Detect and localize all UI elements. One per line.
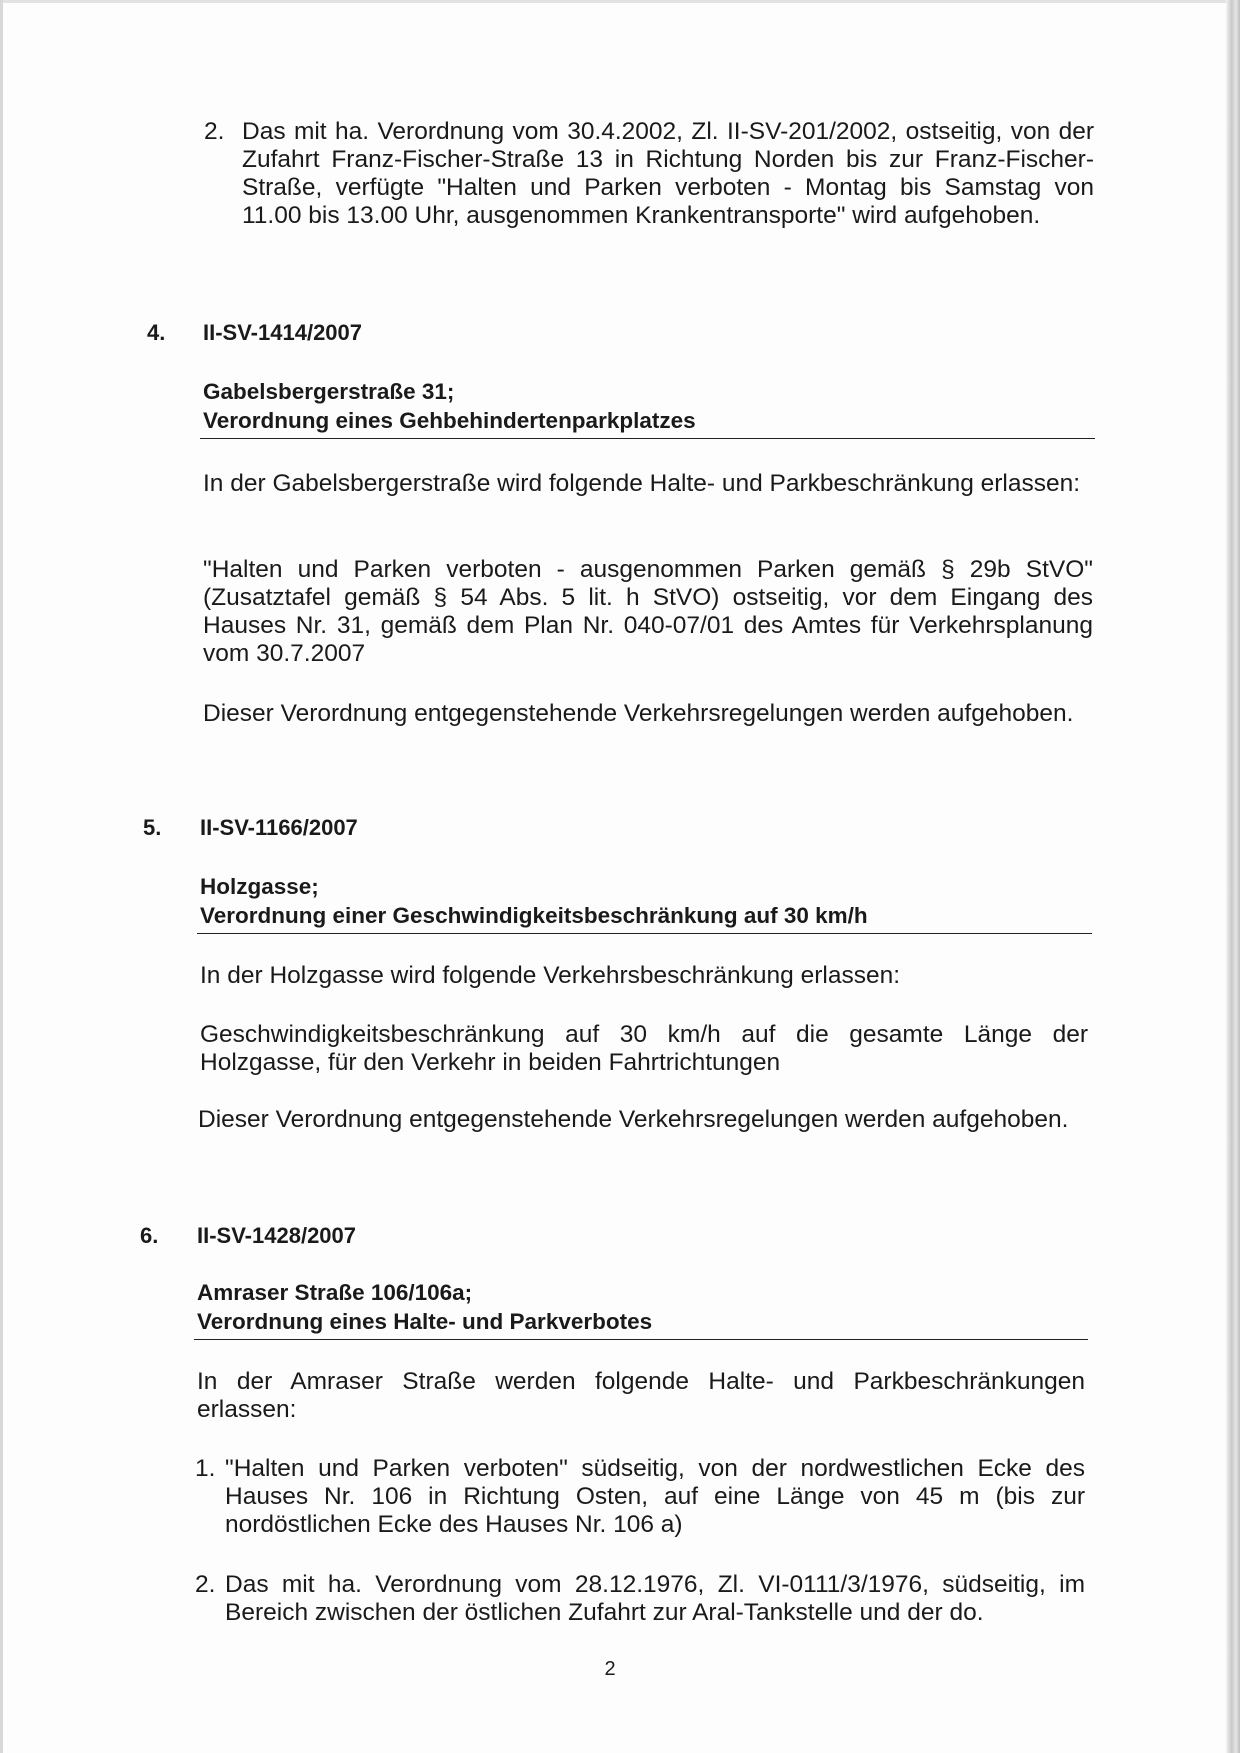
section-6-list-item-1-number: 1. — [195, 1455, 216, 1482]
section-4-heading-rule — [200, 438, 1095, 439]
page-number: 2 — [604, 1658, 616, 1680]
section-6-heading-title: Verordnung eines Halte- und Parkverbotes — [197, 1309, 653, 1334]
section-6-list-item-2-text: Das mit ha. Verordnung vom 28.12.1976, Zl. VI-0111/3/1976, südseitig, im Bereich zwischen der östlichen Zufahrt zur Aral-Tankstelle und der do. — [225, 1571, 1085, 1626]
section-6-list-item-1 — [195, 1455, 1087, 1545]
section-5-code: II-SV-1166/2007 — [200, 815, 358, 840]
section-4-number: 4. — [147, 320, 166, 345]
section-4-heading-title: Verordnung eines Gehbehindertenparkplatzes — [203, 408, 696, 433]
intro-list-item — [204, 118, 1096, 268]
section-6-number: 6. — [140, 1223, 159, 1248]
section-4-paragraph-3: Dieser Verordnung entgegenstehende Verkehrsregelungen werden aufgehoben. — [203, 700, 1074, 727]
section-5-heading-location: Holzgasse; — [200, 874, 319, 899]
section-6-list-item-2 — [195, 1571, 1087, 1633]
scan-edge-left — [0, 0, 3, 1753]
section-6-list-item-2-number: 2. — [195, 1571, 216, 1598]
section-6-paragraph-1: In der Amraser Straße werden folgende Halte- und Parkbeschränkungen erlassen: — [197, 1368, 1085, 1423]
section-5-heading-rule — [197, 933, 1092, 934]
section-5-number: 5. — [143, 815, 162, 840]
section-4-heading-location: Gabelsbergerstraße 31; — [203, 379, 455, 404]
section-5-heading-title: Verordnung einer Geschwindigkeitsbeschränkung auf 30 km/h — [200, 903, 868, 928]
scan-edge-top — [0, 0, 1240, 3]
section-5-paragraph-1: In der Holzgasse wird folgende Verkehrsbeschränkung erlassen: — [200, 962, 901, 989]
section-5-paragraph-3: Dieser Verordnung entgegenstehende Verkehrsregelungen werden aufgehoben. — [198, 1106, 1069, 1133]
scan-edge-right — [1226, 0, 1240, 1753]
section-6-heading-rule — [194, 1339, 1088, 1340]
section-5-paragraph-2: Geschwindigkeitsbeschränkung auf 30 km/h auf die gesamte Länge der Holzgasse, für den Verkehr in beiden Fahrtrichtungen — [200, 1021, 1088, 1076]
section-4-paragraph-2: "Halten und Parken verboten - ausgenommen Parken gemäß § 29b StVO" (Zusatztafel gemäß § 54 Abs. 5 lit. h StVO) ostseitig, vor dem Eingang des Hauses Nr. 31, gemäß dem Plan Nr. 040-07/01 des Amtes für Verkehrsplanung vom 30.7.2007 — [203, 556, 1093, 667]
section-6-code: II-SV-1428/2007 — [197, 1223, 357, 1248]
section-4-code: II-SV-1414/2007 — [203, 320, 363, 345]
intro-list-number: 2. — [204, 118, 225, 145]
section-6-list-item-1-text: "Halten und Parken verboten" südseitig, von der nordwestlichen Ecke des Hauses Nr. 106 in Richtung Osten, auf eine Länge von 45 m (bis zur nordöstlichen Ecke des Hauses Nr. 106 a) — [225, 1455, 1085, 1538]
section-6-heading-location: Amraser Straße 106/106a; — [197, 1280, 473, 1305]
intro-list-text: Das mit ha. Verordnung vom 30.4.2002, Zl. II-SV-201/2002, ostseitig, von der Zufahrt Franz-Fischer-Straße 13 in Richtung Norden bis zur Franz-Fischer-Straße, verfügte "Halten und Parken verboten - Montag bis Samstag von 11.00 bis 13.00 Uhr, ausgenommen Krankentransporte" wird aufgehoben. — [242, 118, 1094, 229]
section-4-paragraph-1: In der Gabelsbergerstraße wird folgende Halte- und Parkbeschränkung erlassen: — [203, 470, 1081, 497]
